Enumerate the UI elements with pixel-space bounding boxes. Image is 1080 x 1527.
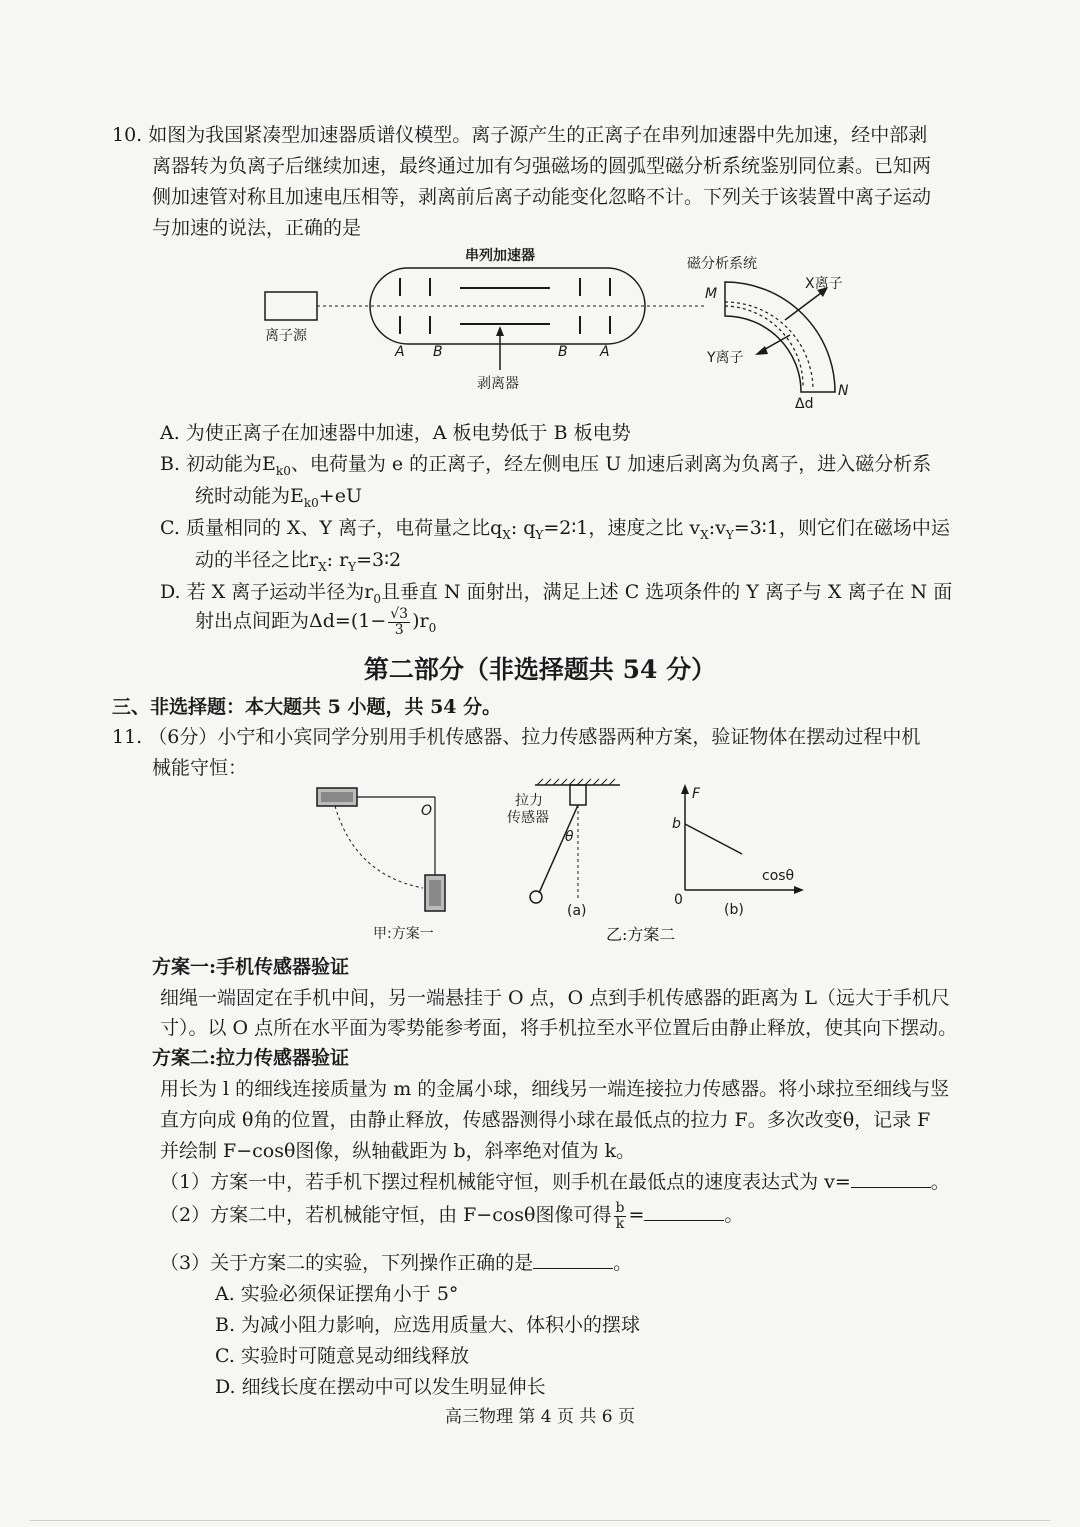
axis-b: b [672, 816, 681, 832]
q10-option-a: A. 为使正离子在加速器中加速，A 板电势低于 B 板电势 [160, 422, 631, 444]
o-label: O [421, 803, 433, 819]
answer-blank-2[interactable] [644, 1220, 724, 1221]
plate-a-right: A [600, 344, 610, 360]
theta-label: θ [565, 829, 574, 845]
plan2-title: 方案二:拉力传感器验证 [152, 1047, 350, 1069]
pendulum-ball [530, 891, 542, 903]
q10-option-d-line2: 射出点间距为Δd=(1− $\frac{√3}{3}$ )$r_0$ [195, 605, 437, 638]
accelerator-label: 串列加速器 [465, 248, 535, 264]
axis-zero: 0 [674, 892, 683, 908]
sub-question-3: （3）关于方案二的实验，下列操作正确的是 。 [160, 1252, 633, 1274]
phone-pendulum-figure [305, 780, 455, 945]
plate-b-right: B [558, 344, 568, 360]
y-ion-label: Y离子 [707, 350, 744, 366]
ion-source-label: 离子源 [265, 328, 307, 344]
plan2-line-1: 用长为 l 的细线连接质量为 m 的金属小球，细线另一端连接拉力传感器。将小球拉至细线与竖 [160, 1078, 950, 1100]
q10-line-2: 离器转为负离子后继续加速，最终通过加有匀强磁场的圆弧型磁分析系统鉴别同位素。已知两 [152, 155, 932, 177]
magnet-label: 磁分析系统 [687, 256, 757, 272]
axis-f: F [692, 786, 701, 802]
q11-option-b: B. 为减小阻力影响，应选用质量大、体积小的摆球 [215, 1314, 641, 1336]
page-footer: 高三物理 第 4 页 共 6 页 [444, 1407, 636, 1427]
q10-line-4: 与加速的说法，正确的是 [152, 217, 362, 239]
accelerator-tube [370, 268, 645, 344]
x-ion-label: X离子 [805, 276, 843, 292]
delta-d-label: Δd [795, 396, 814, 410]
stripper-label: 剥离器 [477, 376, 519, 392]
sub-question-1: （1）方案一中，若手机下摆过程机械能守恒，则手机在最低点的速度表达式为 v= 。 [160, 1171, 950, 1193]
q10-option-d-line1: D. 若 X 离子运动半径为$r_0$且垂直 N 面射出，满足上述 C 选项条件的 Y 离子与 X 离子在 N 面 [160, 581, 953, 606]
page-edge-divider [30, 1520, 1050, 1521]
q11-option-d: D. 细线长度在摆动中可以发生明显伸长 [215, 1376, 546, 1398]
plan2-line-3: 并绘制 F−cosθ图像，纵轴截距为 b，斜率绝对值为 k。 [160, 1140, 636, 1162]
section-3-heading: 三、非选择题：本大题共 5 小题，共 54 分。 [112, 696, 502, 718]
point-m: M [705, 286, 718, 302]
plan1-title: 方案一:手机传感器验证 [152, 956, 350, 978]
ion-source-box [265, 292, 317, 320]
caption-yi: 乙:方案二 [606, 925, 676, 944]
caption-jia: 甲:方案一 [373, 926, 434, 942]
q11-line-1: 11. （6分）小宁和小宾同学分别用手机传感器、拉力传感器两种方案，验证物体在摆动过程中机 [112, 726, 921, 748]
accelerator-figure [255, 240, 875, 410]
point-n: N [838, 383, 849, 399]
q10-option-b-line2: 统时动能为$E_{k0}+eU$ [195, 485, 362, 510]
f-line [685, 824, 742, 854]
q10-option-c-line2: 动的半径之比$r_X$: $r_Y=3∶2$ [195, 549, 402, 574]
caption-a: (a) [567, 903, 587, 919]
q10-line-3: 侧加速管对称且加速电压相等，剥离前后离子动能变化忽略不计。下列关于该装置中离子运动 [152, 186, 932, 208]
sensor-label-2: 传感器 [507, 810, 549, 826]
magnet-arc [725, 282, 835, 392]
f-cos-graph [660, 780, 810, 920]
sqrt3-fraction: $\frac{√3}{3}$ [390, 605, 409, 638]
sub-question-2: （2）方案二中，若机械能守恒，由 F−cosθ图像可得 $\frac{b}{k}$ = 。 [160, 1199, 744, 1232]
q11-option-c: C. 实验时可随意晃动细线释放 [215, 1345, 469, 1367]
q10-option-c-line1: C. 质量相同的 X、Y 离子，电荷量之比$q_X$: $q_Y=2∶1$，速度之比 $v_X:v_Y=3∶1$，则它们在磁场中运 [160, 517, 950, 542]
axis-cos: cosθ [762, 868, 795, 884]
answer-blank-3[interactable] [533, 1268, 613, 1269]
plate-b-left: B [433, 344, 443, 360]
q10-option-b-line1: B. 初动能为$E_{k0}$、电荷量为 e 的正离子，经左侧电压 U 加速后剥离为负离子，进入磁分析系 [160, 453, 932, 478]
b-over-k-fraction: $\frac{b}{k}$ [615, 1199, 625, 1232]
sensor-box [570, 785, 586, 805]
plan2-line-2: 直方向成 θ角的位置，由静止释放，传感器测得小球在最低点的拉力 F。多次改变θ，记录 F [160, 1109, 931, 1131]
q11-option-a: A. 实验必须保证摆角小于 5° [215, 1283, 459, 1305]
q11-line-2: 械能守恒： [152, 757, 248, 779]
q10-line-1: 10. 如图为我国紧凑型加速器质谱仪模型。离子源产生的正离子在串列加速器中先加速，经中部剥 [112, 124, 928, 146]
plan1-line-1: 细绳一端固定在手机中间，另一端悬挂于 O 点，O 点到手机传感器的距离为 L（远大于手机尺 [160, 987, 950, 1009]
caption-b: (b) [724, 902, 744, 918]
tension-sensor-figure [505, 775, 635, 945]
answer-blank-1[interactable] [851, 1187, 931, 1188]
plate-a-left: A [395, 344, 405, 360]
sensor-label-1: 拉力 [515, 793, 543, 809]
section-2-title: 第二部分（非选择题共 54 分） [363, 655, 717, 684]
plan1-line-2: 寸）。以 O 点所在水平面为零势能参考面，将手机拉至水平位置后由静止释放，使其向下摆动。 [160, 1017, 958, 1039]
